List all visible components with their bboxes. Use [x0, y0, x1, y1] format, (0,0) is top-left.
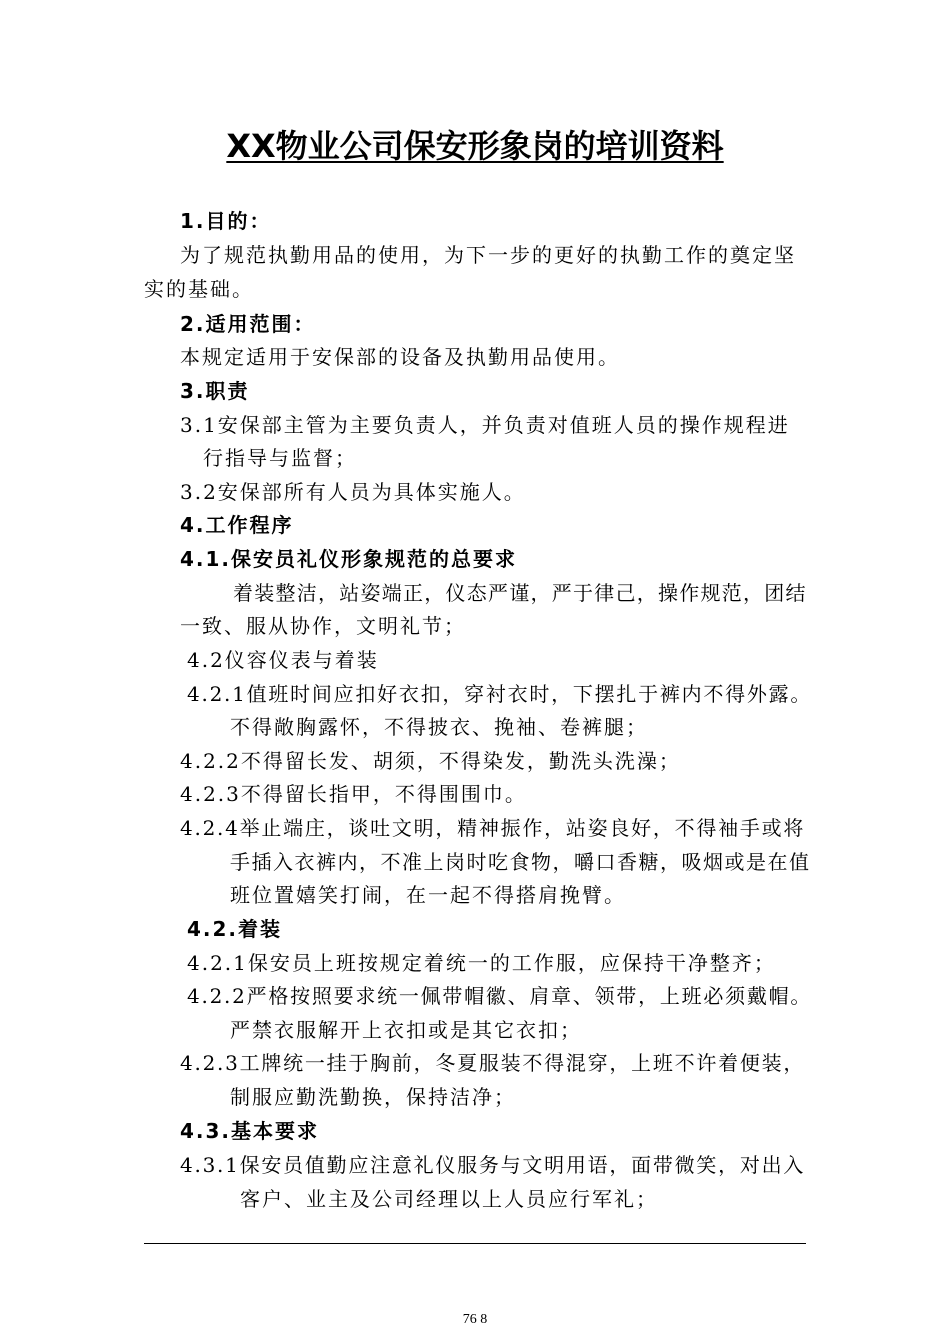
paragraph-line: 为了规范执勤用品的使用，为下一步的更好的执勤工作的奠定坚 [180, 243, 796, 267]
paragraph-line: 本规定适用于安保部的设备及执勤用品使用。 [180, 345, 620, 369]
paragraph-line: 4.2.3工牌统一挂于胸前，冬夏服装不得混穿，上班不许着便装， [180, 1051, 806, 1075]
paragraph-line: 严禁衣服解开上衣扣或是其它衣扣； [230, 1018, 582, 1042]
paragraph-line: 3.1安保部主管为主要负责人，并负责对值班人员的操作规程进 [180, 413, 790, 437]
paragraph-line: 4.2仪容仪表与着装 [187, 648, 379, 672]
subsection-heading: 4.3.基本要求 [180, 1119, 320, 1143]
paragraph-line: 4.2.1值班时间应扣好衣扣，穿衬衣时，下摆扎于裤内不得外露。 [187, 682, 813, 706]
section-heading-duties: 3.职责 [180, 379, 250, 403]
paragraph-line: 4.3.1保安员值勤应注意礼仪服务与文明用语，面带微笑，对出入 [180, 1153, 806, 1177]
paragraph-line: 行指导与监督； [203, 446, 357, 470]
subsection-heading: 4.2.着装 [187, 917, 283, 941]
subsection-heading: 4.1.保安员礼仪形象规范的总要求 [180, 547, 518, 571]
paragraph-line: 着装整洁，站姿端正，仪态严谨，严于律己，操作规范，团结 [233, 581, 807, 605]
paragraph-line: 不得敞胸露怀，不得披衣、挽袖、卷裤腿； [230, 715, 648, 739]
page-title: XX物业公司保安形象岗的培训资料 [226, 127, 724, 165]
paragraph-line: 4.2.2不得留长发、胡须，不得染发，勤洗头洗澡； [180, 749, 681, 773]
page-number: 76 8 [462, 1312, 488, 1327]
section-heading-procedure: 4.工作程序 [180, 513, 294, 537]
paragraph-line: 客户、业主及公司经理以上人员应行军礼； [240, 1187, 658, 1211]
paragraph-line: 4.2.1保安员上班按规定着统一的工作服，应保持干净整齐； [187, 951, 776, 975]
paragraph-line: 4.2.2严格按照要求统一佩带帽徽、肩章、领带，上班必须戴帽。 [187, 984, 813, 1008]
section-heading-purpose: 1.目的： [180, 209, 272, 233]
paragraph-line: 3.2安保部所有人员为具体实施人。 [180, 480, 526, 504]
paragraph-line: 手插入衣裤内，不准上岗时吃食物，嚼口香糖，吸烟或是在值 [230, 850, 811, 874]
paragraph-line: 班位置嬉笑打闹，在一起不得搭肩挽臂。 [230, 883, 626, 907]
paragraph-line: 4.2.4举止端庄，谈吐文明，精神振作，站姿良好，不得袖手或将 [180, 816, 806, 840]
footer-divider [144, 1243, 806, 1244]
paragraph-line: 制服应勤洗勤换，保持洁净； [230, 1085, 516, 1109]
paragraph-line: 4.2.3不得留长指甲，不得围围巾。 [180, 782, 527, 806]
paragraph-line: 实的基础。 [144, 277, 254, 301]
paragraph-line: 一致、服从协作，文明礼节； [180, 614, 466, 638]
section-heading-scope: 2.适用范围： [180, 312, 316, 336]
